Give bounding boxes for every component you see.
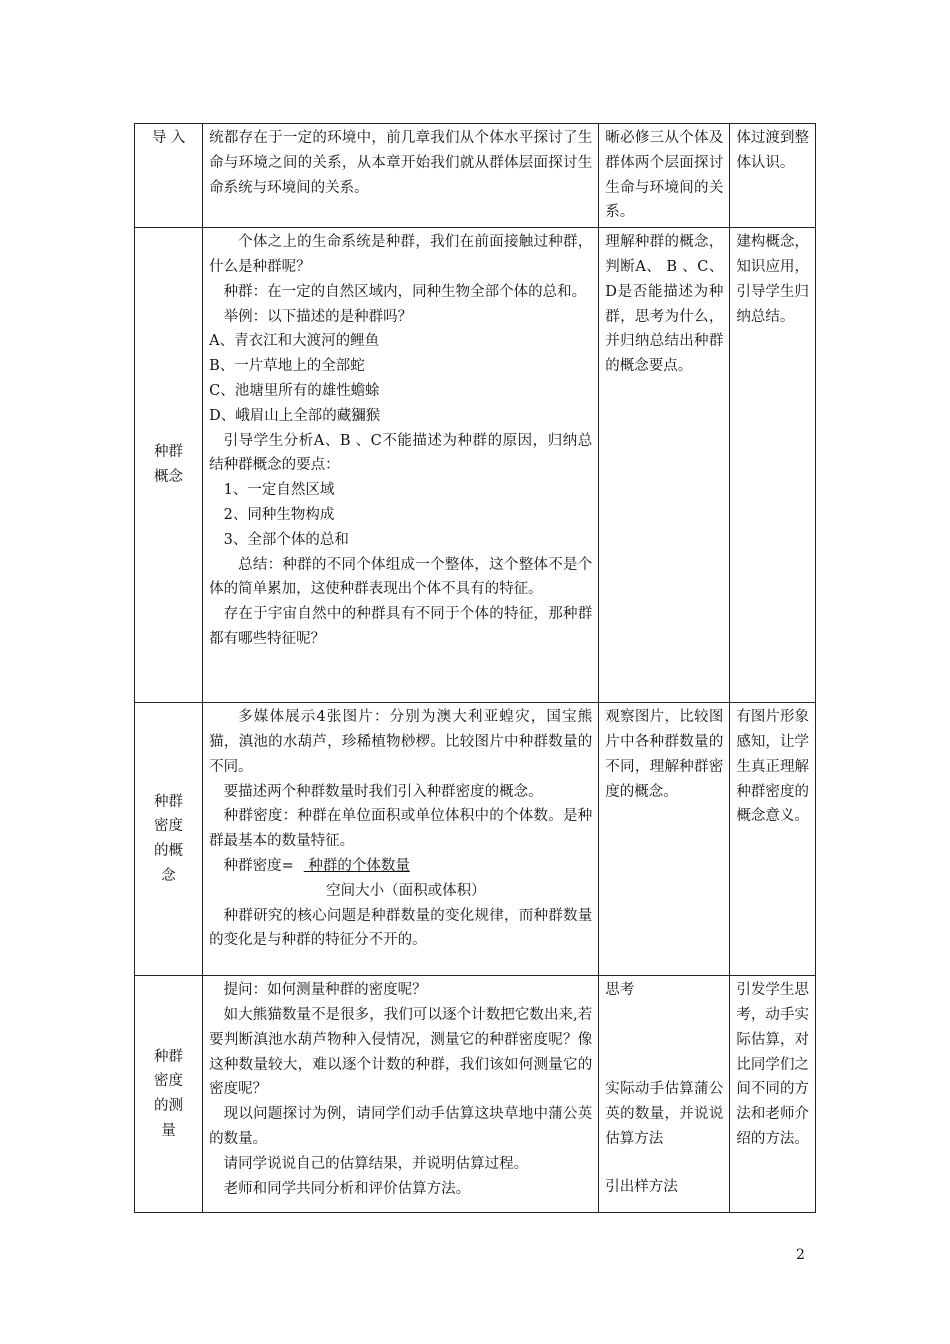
content-paragraph: 多媒体展示4张图片：分别为澳大利亚蝗灾，国宝熊猫，滇池的水葫芦，珍稀植物桫椤。比较图片中种群数量的不同。: [209, 709, 593, 775]
student-activity-cell: [599, 976, 730, 1213]
content-cell: [203, 124, 599, 228]
content-paragraph: 统都存在于一定的环境中，前几章我们从个体水平探讨了生命与环境之间的关系，从本章开始我们就从群体层面探讨生命系统与环境间的关系。: [209, 130, 593, 196]
list-item: D、峨眉山上全部的藏獼猴: [209, 407, 381, 424]
stage-cell: [135, 976, 203, 1213]
design-intent-text: 体过渡到整体认识。: [736, 130, 809, 171]
stage-label: 种群概念: [154, 444, 184, 486]
list-item: 2、同种生物构成: [223, 506, 335, 523]
design-intent-text: 建构概念，知识应用，引导学生归纳总结。: [736, 234, 809, 325]
student-activity-text: 实际动手估算蒲公英的数量，并说说估算方法: [605, 1080, 724, 1147]
content-paragraph: 提问：如何测量种群的密度呢？: [223, 982, 427, 999]
student-activity-text: 观察图片，比较图片中各种群数量的不同，理解种群密度的概念。: [605, 709, 724, 800]
stage-label: 种群密度的测量: [154, 1048, 184, 1139]
lesson-plan-table: [134, 123, 816, 1213]
student-activity-cell: [599, 703, 730, 976]
design-intent-cell: [730, 124, 816, 228]
list-item: B、一片草地上的全部蛇: [209, 358, 365, 375]
table-row: [135, 228, 816, 703]
student-activity-cell: [599, 228, 730, 703]
density-formula: [209, 854, 592, 879]
student-activity-cell: [599, 124, 730, 228]
student-activity-text: 思考: [605, 982, 635, 999]
content-paragraph: 现以问题探讨为例，请同学们动手估算这块草地中蒲公英的数量。: [209, 1106, 593, 1147]
content-cell: [203, 703, 599, 976]
spacer: [605, 1151, 723, 1175]
table-row: [135, 703, 816, 976]
content-paragraph: 存在于宇宙自然中的种群具有不同于个体的特征，那种群都有哪些特征呢？: [209, 606, 593, 647]
content-paragraph: 请同学说说自己的估算结果，并说明估算过程。: [223, 1155, 529, 1172]
student-activity-text: 理解种群的概念，判断A、 B 、C、D是否能描述为种群，思考为什么，并归纳总结出种群的概念要点。: [605, 234, 724, 375]
spacer: [605, 1003, 723, 1077]
student-activity-text: 引出样方法: [605, 1179, 678, 1196]
list-item: A、青衣江和大渡河的鲤鱼: [209, 333, 380, 350]
content-paragraph: 老师和同学共同分析和评价估算方法。: [223, 1180, 471, 1197]
stage-cell: [135, 228, 203, 703]
content-paragraph: 种群密度：种群在单位面积或单位体积中的个体数。是种群最基本的数量特征。: [209, 808, 593, 850]
design-intent-text: 有图片形象感知，让学生真正理解种群密度的概念意义。: [736, 709, 809, 825]
content-paragraph: 引导学生分析A、B 、C不能描述为种群的原因，归纳总结种群概念的要点：: [209, 432, 593, 474]
table-row: [135, 976, 816, 1213]
content-cell: [203, 228, 599, 703]
design-intent-cell: [730, 976, 816, 1213]
student-activity-text: 晰必修三从个体及群体两个层面探讨生命与环境间的关系。: [605, 130, 724, 221]
design-intent-text: 引发学生思考，动手实际估算，对比同学们之间不同的方法和老师介绍的方法。: [736, 982, 809, 1147]
page-number: 2: [796, 1247, 805, 1263]
content-paragraph: 要描述两个种群数量时我们引入种群密度的概念。: [223, 783, 543, 800]
content-paragraph: 总结：种群的不同个体组成一个整体，这个整体不是个体的简单累加，这使种群表现出个体不具有的特征。: [209, 556, 593, 598]
content-paragraph: 种群：在一定的自然区域内，同种生物全部个体的总和。: [223, 283, 587, 300]
design-intent-cell: [730, 228, 816, 703]
content-paragraph: 举例：以下描述的是种群吗？: [223, 308, 413, 325]
table-row: [135, 124, 816, 228]
list-item: 3、全部个体的总和: [223, 531, 349, 548]
list-item: C、池塘里所有的雄性蟾蜍: [209, 382, 380, 399]
content-paragraph: 种群研究的核心问题是种群数量的变化规律，而种群数量的变化是与种群的特征分不开的。: [209, 907, 593, 949]
formula-numerator: 种群的个体数量: [303, 857, 410, 874]
content-paragraph: 如大熊猫数量不是很多，我们可以逐个计数把它数出来,若要判断滇池水葫芦物种入侵情况，测量它的种群密度呢？像这种数量较大，难以逐个计数的种群，我们该如何测量它的密度呢？: [209, 1006, 593, 1098]
stage-label: 种群密度的概念: [154, 793, 184, 884]
stage-cell: [135, 124, 203, 228]
design-intent-cell: [730, 703, 816, 976]
list-item: 1、一定自然区域: [223, 482, 335, 499]
formula-denominator: 空间大小（面积或体积）: [326, 882, 486, 899]
stage-cell: [135, 703, 203, 976]
formula-label: 种群密度=: [223, 857, 294, 874]
content-paragraph: 个体之上的生命系统是种群，我们在前面接触过种群，什么是种群呢？: [209, 234, 593, 275]
stage-label: 导 入: [151, 130, 186, 146]
content-cell: [203, 976, 599, 1213]
